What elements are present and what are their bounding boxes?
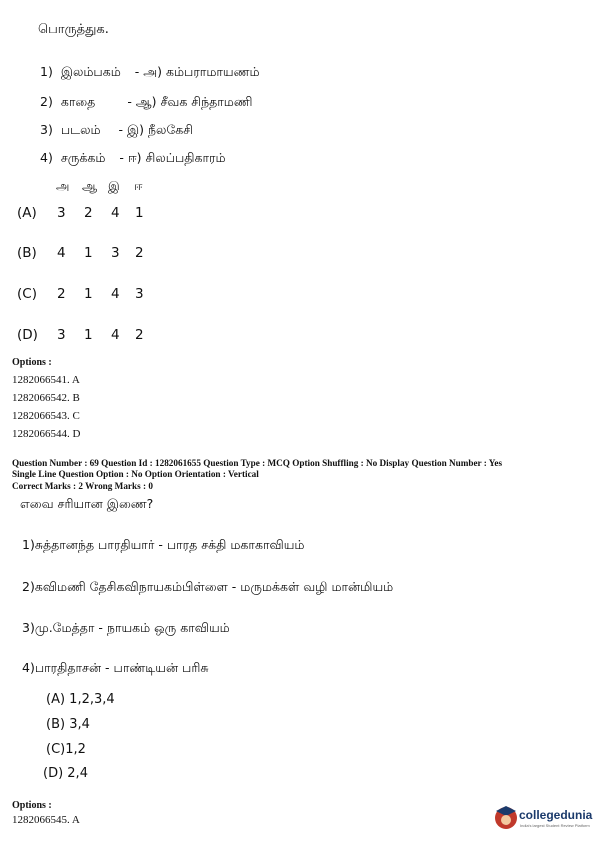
column-header-3: இ: [108, 179, 120, 193]
pair-number: 3): [40, 122, 53, 137]
column-header-4: ஈ: [134, 179, 143, 193]
option-id: 1282066545. A: [12, 814, 80, 826]
match-pair-1: [40, 64, 260, 81]
column-header-1: அ: [56, 179, 70, 193]
match-pair-2: [40, 94, 252, 111]
question-marks: Correct Marks : 2 Wrong Marks : 0: [12, 481, 153, 491]
option-id: 1282066541. A: [12, 374, 80, 386]
option-value: 3: [57, 327, 66, 343]
option-value: 3: [57, 205, 66, 221]
option-value: 3: [111, 245, 120, 261]
option-value: 1: [84, 245, 93, 261]
pair-right: - இ) நீலகேசி: [118, 122, 194, 137]
option-label-c: (C): [17, 286, 37, 302]
pair-right: - அ) கம்பராமாயணம்: [134, 64, 260, 79]
option-value: 4: [57, 245, 66, 261]
match-pair-4: [40, 150, 226, 167]
match-pair-3: [40, 122, 193, 139]
statement-3: 3)மு.மேத்தா - நாயகம் ஒரு காவியம்: [22, 620, 230, 635]
option-value: 4: [111, 286, 120, 302]
option-id: 1282066543. C: [12, 410, 80, 422]
option-id: 1282066544. D: [12, 428, 81, 440]
option-value: 2: [84, 205, 93, 221]
pair-left: சருக்கம்: [60, 150, 106, 165]
option-value: 4: [111, 205, 120, 221]
question-meta-line-2: Single Line Question Option : No Option Orientation : Vertical: [12, 469, 259, 479]
pair-number: 4): [40, 150, 53, 165]
pair-left: படலம்: [60, 122, 101, 137]
option-id-list: [12, 371, 80, 443]
option-value: 1: [84, 286, 93, 302]
pair-left: காதை: [60, 94, 96, 109]
option-value: 2: [135, 245, 144, 261]
option-value: 4: [111, 327, 120, 343]
choice-d: (D) 2,4: [43, 766, 88, 781]
pair-number: 2): [40, 94, 53, 109]
pair-number: 1): [40, 64, 53, 79]
option-value: 2: [57, 286, 66, 302]
logo-tagline: India's largest Student Review Platform: [520, 823, 590, 828]
option-label-b: (B): [17, 245, 37, 261]
statement-4: 4)பாரதிதாசன் - பாண்டியன் பரிசு: [22, 660, 209, 675]
option-value: 1: [135, 205, 144, 221]
choice-a: (A) 1,2,3,4: [46, 692, 115, 707]
option-label-a: (A): [17, 205, 37, 221]
question-meta-line-1: Question Number : 69 Question Id : 1282061655 Question Type : MCQ Option Shuffling : No Display Question Number : Yes: [12, 458, 503, 468]
options-heading: Options :: [12, 800, 52, 811]
option-label-d: (D): [17, 327, 38, 343]
question-text: எவை சரியான இணை?: [20, 496, 154, 511]
pair-right: - ஆ) சீவக சிந்தாமணி: [127, 94, 253, 109]
statement-2: 2)கவிமணி தேசிகவிநாயகம்பிள்ளை - மருமக்கள் வழி மான்மியம்: [22, 579, 394, 594]
option-value: 1: [84, 327, 93, 343]
option-value: 3: [135, 286, 144, 302]
options-heading: Options :: [12, 357, 52, 368]
statement-1: 1)சுத்தானந்த பாரதியார் - பாரத சக்தி மகாகாவியம்: [22, 537, 305, 552]
pair-right: - ஈ) சிலப்பதிகாரம்: [119, 150, 226, 165]
pair-left: இலம்பகம்: [60, 64, 121, 79]
choice-c: (C)1,2: [46, 742, 86, 757]
collegedunia-logo: [493, 803, 593, 835]
option-value: 2: [135, 327, 144, 343]
option-id: 1282066542. B: [12, 392, 80, 404]
question-title: பொருத்துக.: [38, 22, 109, 37]
graduate-icon: [493, 803, 519, 833]
choice-b: (B) 3,4: [46, 717, 90, 732]
column-header-2: ஆ: [82, 179, 98, 193]
logo-text: collegedunia: [519, 808, 593, 822]
